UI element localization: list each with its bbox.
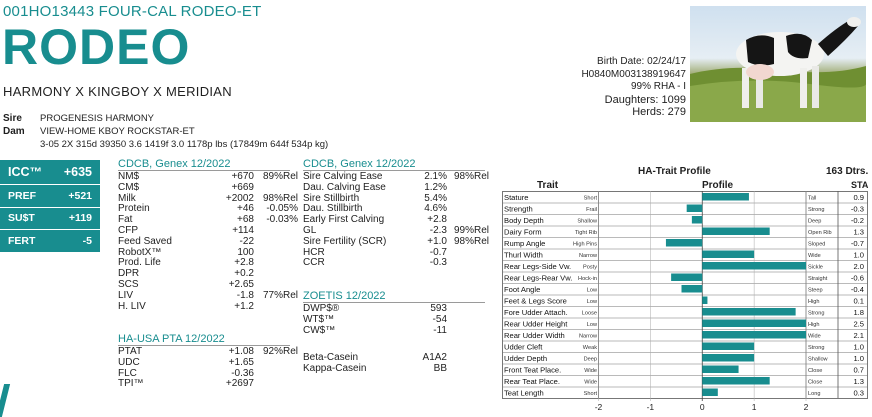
trait-value: 4.6%: [424, 203, 447, 215]
trait-bar: [702, 389, 718, 397]
table-row: [118, 258, 298, 269]
trait-bar: [671, 274, 702, 282]
trait-reliability: 98%Rel: [453, 171, 489, 182]
trait-value: +2.65: [228, 278, 254, 290]
cow-illustration: [690, 6, 866, 122]
trait-sta-value: -0.3: [850, 204, 864, 214]
trait-name: LIV: [118, 289, 134, 301]
index-value: +521: [68, 189, 92, 202]
axis-tick-label: -1: [646, 402, 655, 412]
trait-name: DPR: [118, 268, 140, 280]
trait-name: SCS: [118, 278, 139, 290]
zoetis-table: [303, 304, 447, 336]
trait-value: -0.3: [429, 257, 447, 269]
table-row: [118, 269, 298, 280]
trait-bar: [682, 285, 703, 293]
trait-sta-value: 2.0: [853, 261, 864, 271]
dam-label: Dam: [3, 126, 25, 137]
trait-reliability: [254, 237, 298, 248]
trait-high-label: Sloped: [808, 241, 826, 248]
cdcb-right-title: CDCB, Genex 12/2022: [303, 158, 416, 170]
trait-value: -0.7: [429, 246, 447, 258]
trait-name: Stature: [504, 192, 529, 202]
trait-profile-chart: [502, 191, 868, 415]
table-row: [303, 326, 447, 337]
index-value: -5: [82, 234, 92, 247]
trait-high-label: Strong: [808, 310, 825, 317]
trait-reliability: 98%Rel: [262, 192, 298, 204]
trait-name: CM$: [118, 181, 140, 193]
trait-high-label: Straight: [808, 275, 828, 282]
trait-bar: [702, 343, 754, 351]
cdcb-right-table: [303, 172, 489, 269]
trait-value: +2002: [225, 192, 254, 204]
dam-record: 3-05 2X 315d 39350 3.6 1419f 3.0 1178p lbs (17849m 644f 534p kg): [40, 139, 329, 150]
trait-name: Thurl Width: [504, 250, 543, 260]
trait-value: +114: [232, 224, 254, 236]
pedigree-line: HARMONY X KINGBOY X MERIDIAN: [3, 84, 232, 99]
daughters-count: Daughters: 1099: [604, 93, 686, 106]
trait-bar: [692, 216, 702, 224]
trait-low-label: Short: [583, 195, 597, 202]
trait-name: CW$™: [303, 324, 336, 336]
index-value: +635: [63, 165, 92, 179]
trait-low-label: Deep: [583, 356, 597, 363]
trait-low-label: High Pins: [573, 241, 597, 248]
trait-reliability: [254, 226, 298, 237]
trait-bar: [666, 239, 702, 247]
trait-high-label: Close: [808, 379, 823, 386]
trait-name: Teat Length: [504, 388, 544, 398]
trait-value: -1.8: [236, 289, 254, 301]
table-row: [118, 369, 298, 380]
table-row: [118, 347, 298, 358]
zoetis-title: ZOETIS 12/2022: [303, 290, 386, 302]
trait-high-label: High: [808, 298, 820, 305]
trait-name: Prod. Life: [118, 257, 161, 269]
trait-high-label: Wide: [808, 252, 821, 259]
trait-value: 593: [430, 303, 447, 314]
birth-date: Birth Date: 02/24/17: [597, 56, 686, 67]
trait-low-label: Tight Rib: [574, 229, 597, 236]
column-header-profile: Profile: [702, 180, 734, 191]
trait-name: Milk: [118, 192, 136, 204]
trait-sta-value: 2.1: [853, 330, 864, 340]
trait-bar: [702, 193, 749, 201]
trait-high-label: Strong: [808, 206, 825, 213]
trait-value: -11: [433, 324, 447, 336]
bull-id-line: 001HO13443 FOUR-CAL RODEO-ET: [3, 3, 262, 20]
trait-name: CFP: [118, 224, 138, 236]
trait-high-label: Open Rib: [808, 229, 832, 236]
trait-name: Rear Legs-Rear Vw.: [504, 273, 573, 283]
trait-sta-value: 0.3: [853, 388, 864, 398]
trait-name: Kappa-Casein: [303, 362, 367, 374]
trait-high-label: Close: [808, 367, 823, 374]
trait-name: RobotX™: [118, 246, 162, 258]
trait-value: 5.4%: [424, 192, 447, 204]
table-row: [303, 237, 489, 248]
trait-value: +1.0: [427, 235, 447, 247]
trait-sta-value: 1.3: [853, 376, 864, 386]
trait-reliability: [254, 302, 298, 313]
trait-name: Sire Stillbirth: [303, 192, 360, 204]
trait-reliability: [254, 248, 298, 259]
trait-name: Udder Cleft: [504, 342, 543, 352]
trait-name: Sire Fertility (SCR): [303, 235, 387, 247]
trait-high-label: Long: [808, 390, 821, 397]
trait-name: Fore Udder Attach.: [504, 307, 568, 317]
trait-value: +2.8: [234, 257, 254, 269]
rha-value: 99% RHA - I: [630, 81, 686, 92]
trait-value: 100: [237, 246, 254, 258]
trait-value: BB: [433, 362, 447, 374]
trait-name: Rear Udder Height: [504, 319, 568, 329]
trait-high-label: Strong: [808, 344, 825, 351]
trait-low-label: Posty: [583, 264, 597, 271]
trait-name: Sire Calving Ease: [303, 171, 383, 182]
table-row: [303, 315, 447, 326]
trait-reliability: [447, 258, 489, 269]
trait-reliability: [254, 183, 298, 194]
trait-name: HCR: [303, 246, 325, 258]
trait-reliability: [254, 379, 298, 390]
sire-value: PROGENESIS HARMONY: [40, 113, 155, 124]
axis-tick-label: 0: [699, 402, 705, 412]
index-row-fert: [0, 230, 100, 253]
trait-name: Body Depth: [504, 215, 544, 225]
trait-reliability: [447, 194, 489, 205]
bull-name: RODEO: [2, 19, 191, 75]
trait-sta-value: 1.3: [853, 227, 864, 237]
trait-value: +68: [237, 214, 254, 226]
trait-low-label: Low: [586, 321, 597, 328]
table-row: [118, 237, 298, 248]
trait-value: A1A2: [422, 352, 447, 363]
column-header-trait: Trait: [537, 180, 559, 191]
trait-name: Dau. Calving Ease: [303, 181, 386, 193]
trait-high-label: Wide: [808, 333, 821, 340]
trait-low-label: Narrow: [578, 252, 597, 259]
trait-reliability: [254, 358, 298, 369]
trait-value: +2697: [225, 378, 254, 390]
trait-sta-value: 0.1: [853, 296, 864, 306]
axis-tick-label: 2: [803, 402, 809, 412]
trait-name: FLC: [118, 367, 137, 379]
index-row-pref: [0, 185, 100, 208]
trait-reliability: [447, 183, 489, 194]
trait-name: Protein: [118, 203, 150, 215]
trait-sta-value: 1.0: [853, 353, 864, 363]
index-row-sust: [0, 208, 100, 231]
trait-bar: [702, 320, 806, 328]
trait-sta-value: -0.6: [850, 273, 864, 283]
trait-low-label: Loose: [581, 310, 597, 317]
trait-low-label: Shallow: [577, 218, 597, 225]
trait-low-label: Low: [586, 287, 597, 294]
index-label: ICC™: [8, 165, 43, 179]
trait-name: Rump Angle: [504, 238, 546, 248]
trait-value: -54: [432, 313, 447, 325]
trait-value: +1.65: [228, 356, 254, 368]
trait-name: Udder Depth: [504, 353, 548, 363]
index-label: FERT: [8, 234, 36, 247]
trait-value: 2.1%: [424, 171, 447, 182]
trait-high-label: Steep: [808, 287, 823, 294]
trait-reliability: 98%Rel: [453, 235, 489, 247]
trait-value: +669: [231, 181, 254, 193]
trait-sta-value: 0.7: [853, 365, 864, 375]
trait-name: Feed Saved: [118, 235, 172, 247]
trait-name: UDC: [118, 356, 140, 368]
table-row: [118, 358, 298, 369]
ha-usa-title: HA-USA PTA 12/2022: [118, 333, 225, 345]
trait-name: TPI™: [118, 378, 144, 390]
trait-value: +46: [237, 203, 254, 215]
sire-label: Sire: [3, 113, 22, 124]
trait-name: Foot Angle: [504, 284, 541, 294]
profile-title: HA-Trait Profile: [638, 166, 711, 177]
trait-low-label: Narrow: [578, 333, 597, 340]
ha-usa-table: [118, 347, 298, 390]
trait-bar: [702, 354, 754, 362]
trait-reliability: [254, 369, 298, 380]
trait-value: +1.2: [234, 300, 254, 312]
trait-value: +670: [231, 171, 254, 182]
trait-high-label: Sickle: [808, 264, 823, 271]
trait-sta-value: 1.0: [853, 250, 864, 260]
trait-reliability: -0.05%: [266, 203, 298, 215]
trait-sta-value: -0.2: [850, 215, 864, 225]
table-row: [303, 183, 489, 194]
table-row: [118, 379, 298, 390]
trait-low-label: Weak: [582, 344, 597, 351]
trait-name: Rear Teat Place.: [504, 376, 560, 386]
trait-name: Feet & Legs Score: [504, 296, 567, 306]
trait-bar: [702, 228, 769, 236]
trait-low-label: Low: [586, 298, 597, 305]
registration-number: H0840M003138919647: [581, 68, 686, 80]
trait-sta-value: 1.0: [853, 342, 864, 352]
trait-name: Strength: [504, 204, 533, 214]
trait-bar: [702, 308, 795, 316]
table-row: [118, 172, 298, 183]
trait-bar: [702, 251, 754, 259]
trait-name: DWP$®: [303, 303, 340, 314]
trait-name: CCR: [303, 257, 325, 269]
axis-tick-label: -2: [594, 402, 603, 412]
trait-name: Beta-Casein: [303, 352, 359, 363]
index-panel: [0, 160, 100, 253]
trait-bar: [687, 205, 703, 213]
trait-name: Early First Calving: [303, 214, 385, 226]
trait-name: H. LIV: [118, 300, 146, 312]
trait-reliability: 92%Rel: [262, 346, 298, 357]
trait-sta-value: -0.4: [850, 284, 864, 294]
trait-bar: [702, 377, 769, 385]
trait-name: Front Teat Place.: [504, 365, 562, 375]
index-value: +119: [68, 212, 92, 225]
trait-low-label: Short: [583, 390, 597, 397]
column-header-sta: STA: [851, 180, 869, 190]
trait-high-label: Tall: [808, 195, 817, 202]
index-row-icc: [0, 160, 100, 185]
trait-reliability: 99%Rel: [453, 224, 489, 236]
trait-value: +0.2: [234, 268, 254, 280]
table-row: [118, 302, 298, 313]
trait-bar: [702, 262, 806, 270]
trait-value: 1.2%: [424, 181, 447, 193]
decorative-accent: [0, 384, 10, 417]
trait-low-label: Frail: [586, 206, 597, 213]
dam-value: VIEW-HOME KBOY ROCKSTAR-ET: [40, 126, 195, 137]
index-label: SU$T: [8, 212, 35, 225]
bio-block: [581, 56, 686, 119]
trait-reliability: [254, 269, 298, 280]
trait-name: GL: [303, 224, 317, 236]
trait-name: PTAT: [118, 346, 143, 357]
trait-name: Fat: [118, 214, 133, 226]
trait-name: Dairy Form: [504, 227, 542, 237]
trait-sta-value: 2.5: [853, 319, 864, 329]
cdcb-left-title: CDCB, Genex 12/2022: [118, 158, 231, 170]
table-row: [303, 364, 447, 375]
trait-low-label: Wide: [584, 367, 597, 374]
trait-name: WT$™: [303, 313, 335, 325]
trait-reliability: [254, 258, 298, 269]
trait-value: +2.8: [427, 214, 447, 226]
trait-value: +1.08: [228, 346, 254, 357]
table-row: [118, 183, 298, 194]
trait-reliability: [447, 204, 489, 215]
trait-reliability: [447, 248, 489, 259]
trait-low-label: Wide: [584, 379, 597, 386]
axis-tick-label: 1: [751, 402, 757, 412]
trait-name: Rear Legs-Side Vw.: [504, 261, 572, 271]
trait-reliability: -0.03%: [266, 214, 298, 226]
trait-bar: [702, 331, 806, 339]
trait-name: Dau. Stillbirth: [303, 203, 363, 215]
index-label: PREF: [8, 189, 37, 202]
trait-value: -0.36: [231, 367, 254, 379]
trait-high-label: High: [808, 321, 820, 328]
trait-sta-value: -0.7: [850, 238, 864, 248]
trait-value: -22: [239, 235, 254, 247]
table-row: [303, 248, 489, 259]
trait-name: Rear Udder Width: [504, 330, 565, 340]
cow-photo: [690, 6, 866, 122]
trait-reliability: 77%Rel: [262, 289, 298, 301]
trait-bar: [702, 297, 707, 305]
trait-sta-value: 1.8: [853, 307, 864, 317]
table-row: [118, 215, 298, 226]
trait-sta-value: 0.9: [853, 192, 864, 202]
genomics-table: [303, 353, 447, 375]
table-row: [303, 258, 489, 269]
herds-count: Herds: 279: [632, 106, 686, 118]
trait-value: -2.3: [429, 224, 447, 236]
table-row: [118, 291, 298, 302]
trait-name: NM$: [118, 171, 140, 182]
trait-high-label: Shallow: [808, 356, 828, 363]
trait-high-label: Deep: [808, 218, 822, 225]
daughter-count: 163 Dtrs.: [826, 166, 869, 177]
trait-reliability: 89%Rel: [262, 171, 298, 182]
trait-low-label: Hock-in: [578, 275, 597, 282]
trait-bar: [702, 366, 738, 374]
cdcb-left-table: [118, 172, 298, 312]
